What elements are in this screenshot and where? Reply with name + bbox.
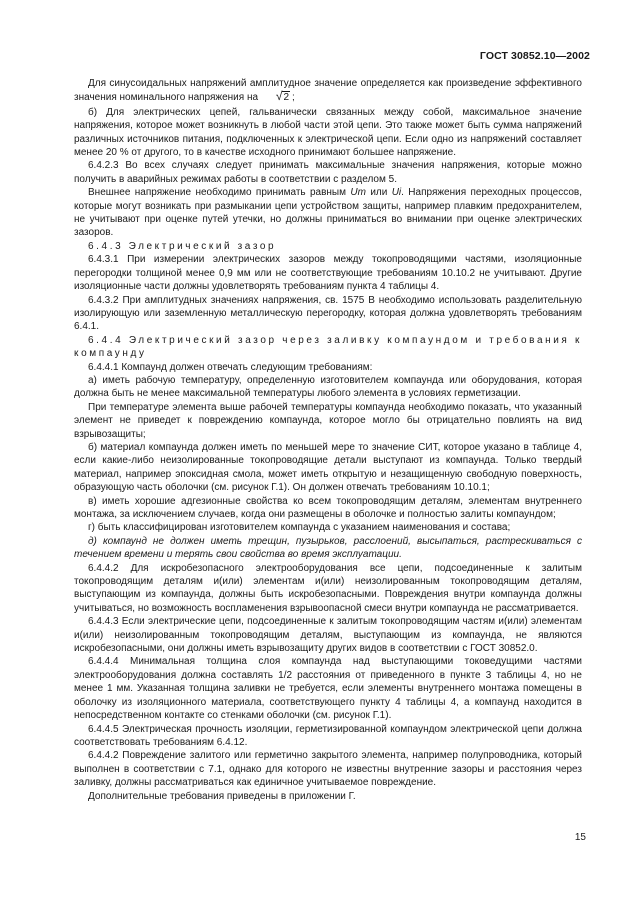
document-body — [74, 77, 582, 803]
paragraph: 6.4.3.1 При измерении электрических зазоров между токопроводящими частями, изоляционные перегородки толщиной менее 0,9 мм или не соответствующие требованиям 10.10.2 не учитывают. Другие изоляционные части должны удовлетворять требованиям пункта 4 таблицы 4. — [74, 254, 582, 293]
document-header: ГОСТ 30852.10—2002 — [479, 50, 590, 62]
paragraph — [74, 186, 582, 240]
paragraph: 6.4.4.2 Для искробезопасного электрооборудования все цепи, подсоединенные к залитым токопроводящим деталям и(или) элементам и(или) неизолированным токопроводящим деталям, выступающим из компаунда, должны быть искробезопасными. Повреждения внутри компаунда должны учитываться, но возможность воспламенения взрывоопасной смеси внутри компаунда не рассматривается. — [74, 562, 582, 614]
paragraph: 6.4.4.2 Повреждение залитого или герметично закрытого элемента, например полупроводника, который выполнен в соответствии с 7.1, однако для которого не известны внутренние зазоры и расстояния через заливку, должны рассматриваться как единичное учитываемое повреждение. — [74, 750, 582, 789]
paragraph: в) иметь хорошие адгезионные свойства ко всем токопроводящим деталям, элементам внутреннего монтажа, за исключением случаев, когда они размещены в оболочке и полностью залиты компаундом; — [74, 495, 582, 520]
paragraph: 6.4.4.5 Электрическая прочность изоляции, герметизированной компаундом электрической цепи должна соответствовать требованиям 6.4.12. — [74, 723, 582, 748]
paragraph: 6.4.4.1 Компаунд должен отвечать следующим требованиям: — [88, 361, 373, 373]
paragraph: г) быть классифицирован изготовителем компаунда с указанием наименования и состава; — [88, 522, 511, 534]
paragraph — [74, 77, 582, 105]
paragraph: При температуре элемента выше рабочей температуры компаунда необходимо показать, что указанный элемент не приведет к повреждению компаунда, которое могло бы отрицательно повлиять на вид взрывозащиты; — [74, 401, 582, 440]
paragraph: 6.4.2.3 Во всех случаях следует принимать максимальные значения напряжения, которые можно получить в аварийных режимах работы в соответствии с разделом 5. — [74, 160, 582, 185]
section-heading: 6.4.3 Электрический зазор — [88, 240, 277, 252]
paragraph: д) компаунд не должен иметь трещин, пузырьков, расслоений, высыпаться, растрескиваться с течением времени и терять свои свойства во время эксплуатации. — [74, 535, 582, 561]
paragraph-text: Внешнее напряжение необходимо принимать равным — [88, 187, 346, 199]
paragraph: 6.4.3.2 При амплитудных значениях напряжения, св. 1575 В необходимо использовать разделительную изолирующую или заземленную металлическую перегородку, которая должна удовлетворять требованиям 6.4.1. — [74, 294, 582, 333]
paragraph: б) материал компаунда должен иметь по меньшей мере то значение СИТ, которое указано в таблице 4, если какие-либо неизолированные токопроводящие детали выступают из компаунда. Только твердый материал, например эпоксидная смола, может иметь открытую и незащищенную свободную поверхность, образующую часть оболочки (см. рисунок Г.1). Он должен отвечать требованиям 10.10.1; — [74, 441, 582, 494]
sqrt-value: 2 — [283, 92, 289, 104]
paragraph-text: или — [370, 187, 388, 199]
paragraph-text: ; — [292, 92, 295, 104]
paragraph: 6.4.4.3 Если электрические цепи, подсоединенные к залитым токопроводящим частям и(или) элементам и(или) неизолированным токопроводящим деталям, выступающим из компаунда, не являются искробезопасными, они должны иметь взрывозащиту других видов в соответствии с ГОСТ 30852.0. — [74, 616, 582, 655]
variable-um: Um — [350, 187, 366, 199]
paragraph: 6.4.4.4 Минимальная толщина слоя компаунда над выступающими токоведущими частями электрооборудования должна составлять 1/2 расстояния от приведенного в пункте 3 таблицы 4, но не менее 1 мм. Указанная толщина заливки не требуется, если элементы внутреннего монтажа помещены в оболочку из изоляционного материала, соответствующего пункту 4 таблицы 4, а компаунд находится в непосредственном контакте со стенками оболочки (см. рисунок Г.1). — [74, 656, 582, 722]
paragraph: Дополнительные требования приведены в приложении Г. — [88, 790, 356, 802]
paragraph-text: Для синусоидальных напряжений амплитудное значение определяется как произведение эффективного значения номинального напряжения на — [74, 78, 582, 104]
page-number: 15 — [574, 832, 586, 843]
section-heading: 6.4.4 Электрический зазор через заливку компаундом и требования к компаунду — [74, 334, 582, 360]
paragraph: а) иметь рабочую температуру, определенную изготовителем компаунда или оборудования, которая должна быть не менее максимальной температуры любого элемента в условиях герметизации. — [74, 374, 582, 400]
paragraph-text: . Напряжения переходных процессов, которые могут возникать при размыкании цепи устройством защиты, например плавким предохранителем, не учитывают при оценке путей утечки, но должны приниматься во внимании при оценке электрических зазоров. — [74, 187, 583, 239]
paragraph: б) Для электрических цепей, гальванически связанных между собой, максимальное значение напряжения, которое может возникнуть в любой части этой цепи. Это также может быть сумма напряжений различных источников питания, подключенных к электрической цепи. Если одно из напряжений составляет менее 20 % от другого, то в качестве исходного принимают большее напряжение. — [74, 106, 582, 159]
variable-ui: Ui — [391, 187, 402, 199]
sqrt-symbol: √2 — [275, 89, 289, 104]
